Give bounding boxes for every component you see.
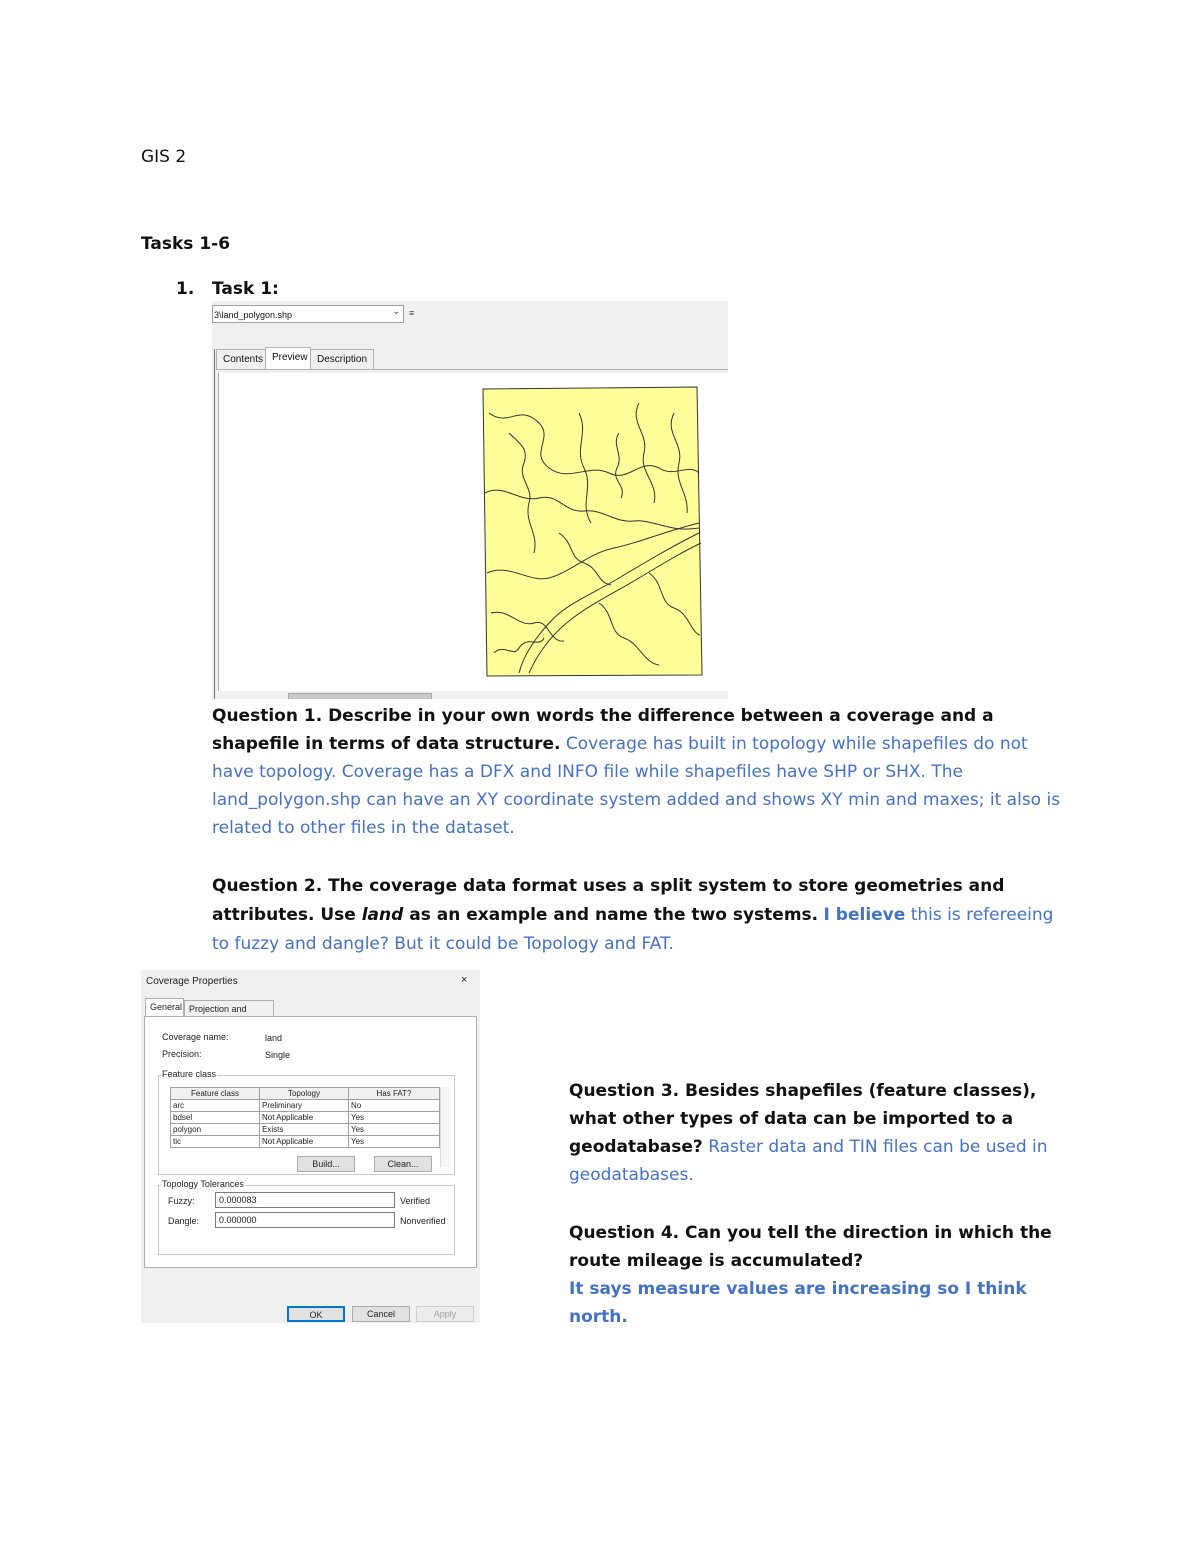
table-cell: Not Applicable [260,1136,349,1148]
table-row[interactable] [171,1112,440,1124]
dangle-status: Nonverified [400,1216,446,1226]
catalog-preview-screenshot [212,301,728,699]
table-row[interactable] [171,1124,440,1136]
section-heading: Tasks 1-6 [141,234,231,254]
fuzzy-status: Verified [400,1196,431,1206]
dangle-label: Dangle: [168,1216,200,1226]
feature-class-group-title: Feature class [162,1069,217,1079]
table-cell: polygon [171,1124,260,1136]
question-3-answer: Raster data and TIN files can be used in geodatabases. [569,1137,1048,1185]
apply-button: Apply [416,1306,474,1322]
feature-class-table [170,1087,440,1148]
preview-panel [218,373,728,691]
question-2 [212,872,1072,959]
question-2-answer: this is refereeing to fuzzy and dangle? But it could be Topology and FAT. [212,905,1054,954]
question-1-answer: Coverage has built in topology while shapefiles do not have topology. Coverage has a DFX and INFO file while shapefiles have SHP or SHX. The land_polygon.shp can have an XY coordinate system added and shows XY min and maxes; it also is related to other files in the dataset. [212,734,1061,838]
tab-divider [216,369,728,370]
fuzzy-label: Fuzzy: [168,1196,195,1206]
table-cell: Yes [349,1112,440,1124]
question-1 [212,702,1072,842]
question-1-prompt: . Describe in your own words the difference between a coverage and a shapefile in terms of data structure. [212,706,994,754]
dangle-field[interactable]: 0.000000 [215,1212,395,1228]
table-cell: Yes [349,1124,440,1136]
fuzzy-field[interactable]: 0.000083 [215,1192,395,1208]
table-cell: Not Applicable [260,1112,349,1124]
pane-border [214,349,215,699]
coverage-name-label: Coverage name: [162,1032,229,1042]
question-2-prompt-end: as an example and name the two systems. [403,905,819,925]
chevron-down-icon[interactable]: ⌄ [392,306,401,317]
dialog-title: Coverage Properties [146,976,238,987]
land-polygon-map [219,373,728,691]
table-cell: bdsel [171,1112,260,1124]
tolerances-group-title: Topology Tolerances [162,1179,244,1189]
column-header[interactable]: Topology [260,1088,349,1100]
table-cell: Preliminary [260,1100,349,1112]
general-tab-panel [144,1016,477,1268]
question-2-answer-lead: I believe [823,905,906,925]
question-2-label: Question 2 [212,876,316,896]
question-2-prompt-italic: land [361,905,404,925]
table-cell: Exists [260,1124,349,1136]
precision-value: Single [265,1050,291,1060]
question-3-prompt: Question 3. Besides shapefiles (feature classes), what other types of data can be imported to a geodatabase? [569,1081,1037,1157]
location-path-field[interactable]: 3\land_polygon.shp [212,305,404,323]
cancel-button[interactable]: Cancel [352,1306,410,1322]
tab-projection-extent[interactable]: Projection and [184,1000,274,1016]
question-2-prompt-start: . The coverage data format uses a split system to store geometries and attributes. Use [212,876,1005,925]
clean-button[interactable]: Clean... [374,1156,432,1172]
build-button[interactable]: Build... [297,1156,355,1172]
table-cell: tic [171,1136,260,1148]
table-row[interactable] [171,1136,440,1148]
question-4 [569,1219,1059,1331]
precision-label: Precision: [162,1049,202,1059]
tab-preview[interactable]: Preview [265,347,311,370]
horizontal-scrollbar[interactable] [288,693,432,699]
list-number: 1. [176,279,195,299]
column-header[interactable]: Has FAT? [349,1088,440,1100]
table-cell: arc [171,1100,260,1112]
table-scrollbar[interactable] [440,1087,451,1167]
ok-button[interactable]: OK [287,1306,345,1322]
question-3 [569,1077,1059,1189]
coverage-name-value: land [265,1033,283,1043]
tab-general[interactable]: General [145,998,184,1017]
question-1-label: Question 1 [212,706,316,726]
question-4-prompt: Question 4. Can you tell the direction in which the route mileage is accumulated? [569,1223,1052,1271]
table-cell: Yes [349,1136,440,1148]
table-row[interactable] [171,1100,440,1112]
task-label: Task 1: [212,279,279,299]
tab-description[interactable]: Description [310,349,374,369]
menu-icon[interactable]: ≡ [409,308,415,318]
close-icon[interactable]: × [461,974,468,986]
document-title: GIS 2 [141,147,187,167]
question-4-answer: It says measure values are increasing so I think north. [569,1279,1027,1327]
tab-contents[interactable]: Contents [216,349,266,369]
coverage-properties-dialog [141,970,480,1323]
column-header[interactable]: Feature class [171,1088,260,1100]
table-cell: No [349,1100,440,1112]
